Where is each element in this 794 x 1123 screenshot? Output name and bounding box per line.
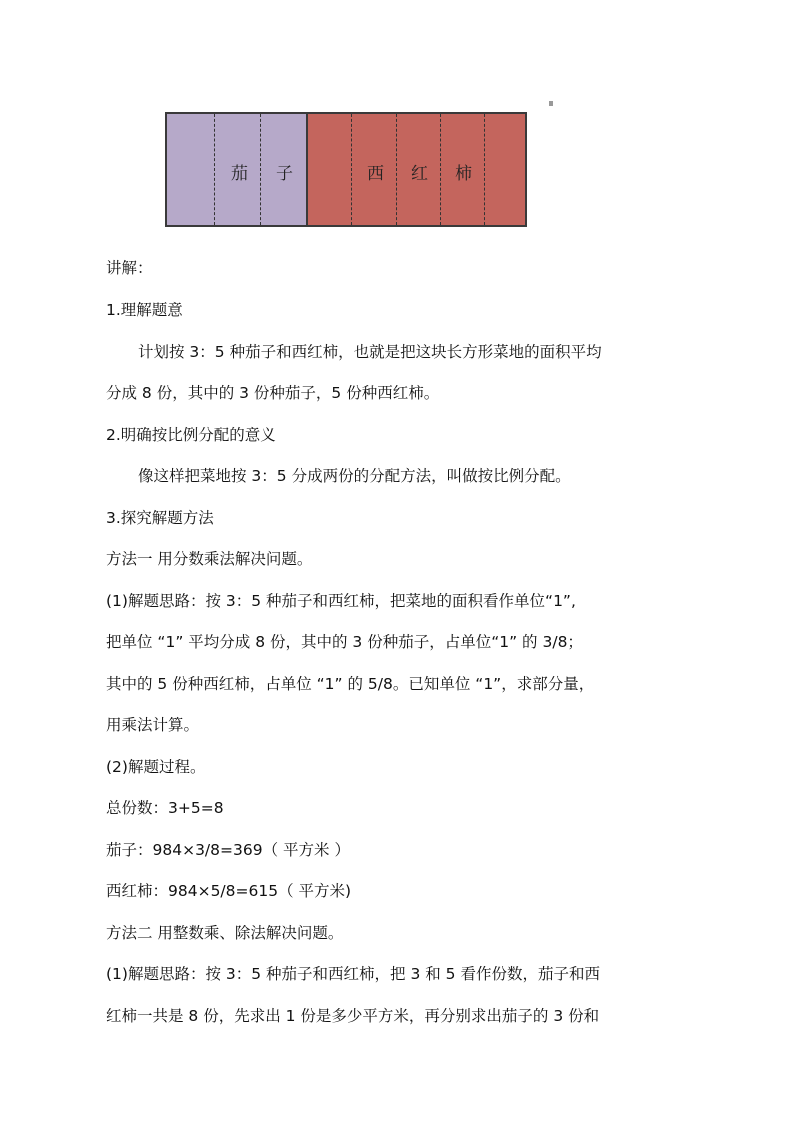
paragraph-line: (2)解题过程。 <box>106 758 206 776</box>
paragraph-line: 其中的 5 份种西红柿，占单位 “1” 的 5/8。已知单位 “1”，求部分量， <box>106 675 595 693</box>
paragraph-line: 用乘法计算。 <box>106 716 200 734</box>
paragraph-line: 分成 8 份，其中的 3 份种茄子，5 份种西红柿。 <box>106 384 440 402</box>
field-diagram <box>165 112 527 227</box>
method-heading-1: 方法一 用分数乘法解决问题。 <box>106 550 313 568</box>
tomato-segment-3 <box>396 114 440 225</box>
heading-explanation: 讲解： <box>106 259 153 277</box>
formula-line: 西红柿：984×5/8=615（ 平方米) <box>106 882 352 900</box>
paragraph-line: (1)解题思路：按 3：5 种茄子和西红柿，把 3 和 5 看作份数，茄子和西 <box>106 965 600 983</box>
scan-speck <box>549 101 553 106</box>
tomato-segment-1 <box>306 114 351 225</box>
formula-line: 茄子：984×3/8=369（ 平方米 ） <box>106 841 350 859</box>
paragraph-line: 红柿一共是 8 份，先求出 1 份是多少平方米，再分别求出茄子的 3 份和 <box>106 1007 600 1025</box>
method-heading-2: 方法二 用整数乘、除法解决问题。 <box>106 924 344 942</box>
eggplant-segment-1 <box>167 114 214 225</box>
section-heading-3: 3.探究解题方法 <box>106 509 214 527</box>
tomato-segment-2 <box>351 114 396 225</box>
formula-line: 总份数：3+5=8 <box>106 799 224 817</box>
tomato-label-char-1: 西 <box>367 164 384 184</box>
paragraph-line: (1)解题思路：按 3：5 种茄子和西红柿，把菜地的面积看作单位“1”, <box>106 592 576 610</box>
eggplant-segment-3 <box>260 114 306 225</box>
paragraph-line: 计划按 3：5 种茄子和西红柿，也就是把这块长方形菜地的面积平均 <box>138 343 602 361</box>
section-heading-2: 2.明确按比例分配的意义 <box>106 426 276 444</box>
eggplant-label-char-2: 子 <box>276 164 293 184</box>
tomato-label-char-3: 柿 <box>455 164 472 184</box>
eggplant-segment-2 <box>214 114 260 225</box>
paragraph-line: 像这样把菜地按 3：5 分成两份的分配方法，叫做按比例分配。 <box>138 467 571 485</box>
tomato-segment-5 <box>484 114 525 225</box>
tomato-label-char-2: 红 <box>411 164 428 184</box>
tomato-segment-4 <box>440 114 484 225</box>
section-heading-1: 1.理解题意 <box>106 301 183 319</box>
paragraph-line: 把单位 “1” 平均分成 8 份，其中的 3 份种茄子，占单位“1” 的 3/8； <box>106 633 583 651</box>
eggplant-label-char-1: 茄 <box>231 164 248 184</box>
